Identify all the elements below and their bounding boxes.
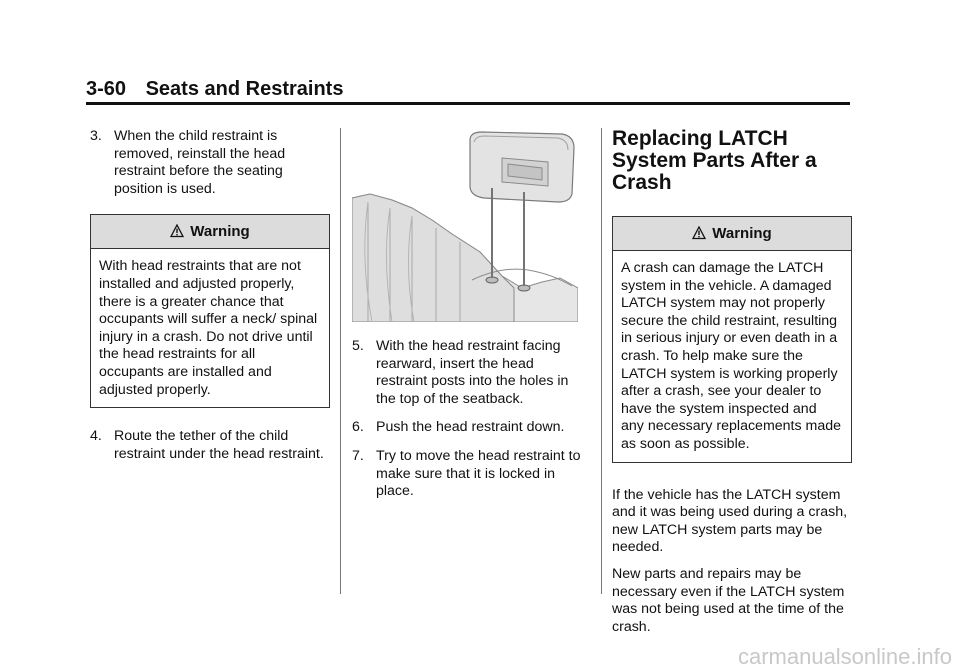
paragraph: New parts and repairs may be necessary even if the LATCH system was not being used at the time of the crash. xyxy=(612,565,845,635)
column-divider-2 xyxy=(601,128,602,594)
column-1 xyxy=(90,128,330,474)
section-title: Replacing LATCH System Parts After a Crash xyxy=(612,127,817,194)
head-restraint-illustration xyxy=(352,128,578,322)
step-6 xyxy=(352,419,588,437)
step-5 xyxy=(352,338,588,408)
header-rule xyxy=(86,102,850,105)
warning-header xyxy=(91,215,329,249)
warning-header xyxy=(613,217,851,251)
step-3 xyxy=(90,128,330,198)
step-number: 4. xyxy=(90,428,102,445)
column-divider-1 xyxy=(340,128,341,594)
step-number: 5. xyxy=(352,338,364,354)
step-text: Try to move the head restraint to make sure that it is locked in place. xyxy=(376,447,581,500)
page-number: 3-60 xyxy=(86,78,127,100)
paragraph: If the vehicle has the LATCH system and it was being used during a crash, new LATCH system parts may be needed. xyxy=(612,486,848,556)
step-4 xyxy=(90,428,330,463)
column-3 xyxy=(612,128,852,645)
warning-text: A crash can damage the LATCH system in the vehicle. A damaged LATCH system may not properly secure the child restraint, resulting in serious injury or even death in a crash. To help make sure the LATCH system is working properly after a crash, see your dealer to have the system inspected and any necessary replacements made as soon as possible. xyxy=(621,260,842,452)
step-7 xyxy=(352,448,588,501)
step-text: Route the tether of the child restraint under the head restraint. xyxy=(114,428,324,462)
step-number: 7. xyxy=(352,447,364,464)
page-header xyxy=(86,78,343,101)
warning-text: With head restraints that are not installed and adjusted properly, there is a greater chance that occupants will suffer a neck/ spinal injury in a crash. Do not drive until the head restraints for all occupants are installed and adjusted properly. xyxy=(99,258,318,398)
section-name: Seats and Restraints xyxy=(145,78,344,100)
step-text: When the child restraint is removed, reinstall the head restraint before the seating position is used. xyxy=(114,128,286,197)
step-text: With the head restraint facing rearward, insert the head restraint posts into the holes in the top of the seatback. xyxy=(376,338,569,407)
warning-title: Warning xyxy=(190,223,250,241)
step-number: 6. xyxy=(352,419,364,436)
warning-triangle-icon xyxy=(170,224,184,238)
step-number: 3. xyxy=(90,128,102,144)
column-2 xyxy=(352,128,588,512)
warning-box xyxy=(90,214,330,408)
warning-box xyxy=(612,216,852,463)
warning-triangle-icon xyxy=(692,226,706,240)
watermark: carmanualsonline.info xyxy=(737,644,952,669)
warning-title: Warning xyxy=(712,224,772,242)
step-text: Push the head restraint down. xyxy=(376,419,565,436)
